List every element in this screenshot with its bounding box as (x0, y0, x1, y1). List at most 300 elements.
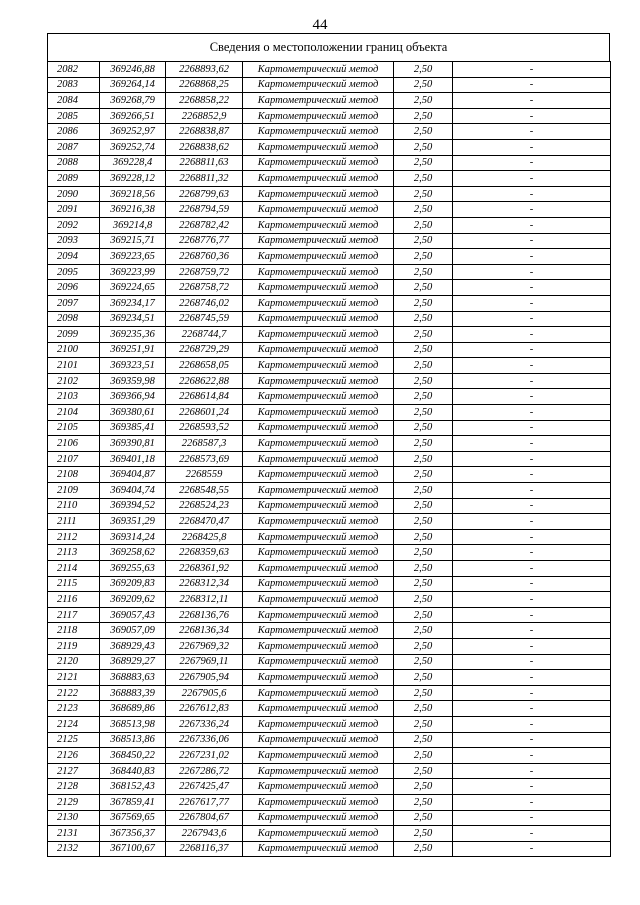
cell-coord-y: 2268868,25 (166, 77, 243, 93)
cell-method: Картометрический метод (243, 685, 394, 701)
cell-method: Картометрический метод (243, 155, 394, 171)
table-row (48, 826, 611, 842)
cell-coord-x: 369057,43 (100, 607, 166, 623)
cell-method: Картометрический метод (243, 202, 394, 218)
cell-description: - (453, 405, 611, 421)
cell-description: - (453, 592, 611, 608)
cell-point-number: 2096 (48, 280, 100, 296)
cell-point-number: 2090 (48, 186, 100, 202)
cell-description: - (453, 810, 611, 826)
cell-accuracy: 2,50 (394, 467, 453, 483)
cell-method: Картометрический метод (243, 498, 394, 514)
cell-description: - (453, 841, 611, 857)
cell-coord-x: 369235,36 (100, 327, 166, 343)
table-row (48, 342, 611, 358)
cell-point-number: 2089 (48, 171, 100, 187)
cell-accuracy: 2,50 (394, 311, 453, 327)
cell-method: Картометрический метод (243, 280, 394, 296)
cell-coord-y: 2268758,72 (166, 280, 243, 296)
cell-method: Картометрический метод (243, 638, 394, 654)
cell-description: - (453, 685, 611, 701)
cell-method: Картометрический метод (243, 810, 394, 826)
cell-coord-x: 369366,94 (100, 389, 166, 405)
cell-point-number: 2122 (48, 685, 100, 701)
cell-method: Картометрический метод (243, 763, 394, 779)
cell-method: Картометрический метод (243, 327, 394, 343)
cell-point-number: 2091 (48, 202, 100, 218)
table-row (48, 810, 611, 826)
cell-description: - (453, 155, 611, 171)
cell-point-number: 2084 (48, 93, 100, 109)
cell-method: Картометрический метод (243, 483, 394, 499)
cell-method: Картометрический метод (243, 217, 394, 233)
table-row (48, 217, 611, 233)
cell-coord-x: 368513,98 (100, 716, 166, 732)
cell-method: Картометрический метод (243, 623, 394, 639)
cell-description: - (453, 108, 611, 124)
cell-point-number: 2123 (48, 701, 100, 717)
cell-accuracy: 2,50 (394, 561, 453, 577)
cell-coord-y: 2267336,24 (166, 716, 243, 732)
cell-point-number: 2103 (48, 389, 100, 405)
cell-method: Картометрический метод (243, 373, 394, 389)
cell-point-number: 2087 (48, 139, 100, 155)
cell-point-number: 2129 (48, 794, 100, 810)
table-row (48, 592, 611, 608)
cell-coord-x: 367569,65 (100, 810, 166, 826)
cell-coord-x: 369216,38 (100, 202, 166, 218)
cell-coord-y: 2268838,62 (166, 139, 243, 155)
table-row (48, 841, 611, 857)
cell-description: - (453, 763, 611, 779)
cell-description: - (453, 545, 611, 561)
cell-coord-x: 369223,65 (100, 249, 166, 265)
table-row (48, 794, 611, 810)
table-row (48, 295, 611, 311)
cell-method: Картометрический метод (243, 420, 394, 436)
cell-point-number: 2101 (48, 358, 100, 374)
table-row (48, 716, 611, 732)
cell-method: Картометрический метод (243, 467, 394, 483)
cell-point-number: 2102 (48, 373, 100, 389)
cell-coord-x: 369252,74 (100, 139, 166, 155)
cell-coord-y: 2268312,34 (166, 576, 243, 592)
cell-coord-y: 2267905,6 (166, 685, 243, 701)
cell-accuracy: 2,50 (394, 763, 453, 779)
cell-description: - (453, 373, 611, 389)
cell-method: Картометрический метод (243, 93, 394, 109)
cell-coord-y: 2268811,32 (166, 171, 243, 187)
cell-point-number: 2095 (48, 264, 100, 280)
cell-accuracy: 2,50 (394, 623, 453, 639)
cell-point-number: 2093 (48, 233, 100, 249)
cell-description: - (453, 623, 611, 639)
cell-point-number: 2127 (48, 763, 100, 779)
cell-description: - (453, 451, 611, 467)
cell-method: Картометрический метод (243, 295, 394, 311)
table-row (48, 77, 611, 93)
cell-point-number: 2121 (48, 670, 100, 686)
table-row (48, 732, 611, 748)
cell-coord-x: 369266,51 (100, 108, 166, 124)
cell-description: - (453, 233, 611, 249)
table-title: Сведения о местоположении границ объекта (47, 33, 610, 61)
cell-description: - (453, 529, 611, 545)
cell-point-number: 2128 (48, 779, 100, 795)
cell-method: Картометрический метод (243, 592, 394, 608)
cell-coord-y: 2268524,23 (166, 498, 243, 514)
cell-point-number: 2097 (48, 295, 100, 311)
cell-method: Картометрический метод (243, 405, 394, 421)
cell-accuracy: 2,50 (394, 638, 453, 654)
cell-coord-x: 369268,79 (100, 93, 166, 109)
cell-description: - (453, 217, 611, 233)
cell-description: - (453, 576, 611, 592)
table-row (48, 420, 611, 436)
cell-coord-y: 2268425,8 (166, 529, 243, 545)
cell-description: - (453, 514, 611, 530)
cell-description: - (453, 638, 611, 654)
cell-coord-y: 2268559 (166, 467, 243, 483)
cell-coord-y: 2268794,59 (166, 202, 243, 218)
cell-method: Картометрический метод (243, 779, 394, 795)
cell-accuracy: 2,50 (394, 202, 453, 218)
cell-description: - (453, 249, 611, 265)
cell-point-number: 2126 (48, 748, 100, 764)
cell-coord-y: 2268759,72 (166, 264, 243, 280)
cell-description: - (453, 607, 611, 623)
cell-coord-x: 369214,8 (100, 217, 166, 233)
cell-coord-y: 2268573,69 (166, 451, 243, 467)
cell-coord-y: 2268858,22 (166, 93, 243, 109)
cell-description: - (453, 389, 611, 405)
cell-coord-y: 2268658,05 (166, 358, 243, 374)
cell-method: Картометрический метод (243, 124, 394, 140)
cell-accuracy: 2,50 (394, 685, 453, 701)
table-row (48, 483, 611, 499)
cell-point-number: 2082 (48, 62, 100, 78)
cell-point-number: 2106 (48, 436, 100, 452)
cell-point-number: 2131 (48, 826, 100, 842)
cell-accuracy: 2,50 (394, 327, 453, 343)
cell-coord-x: 369209,83 (100, 576, 166, 592)
cell-accuracy: 2,50 (394, 514, 453, 530)
cell-coord-y: 2268601,24 (166, 405, 243, 421)
cell-description: - (453, 93, 611, 109)
cell-description: - (453, 280, 611, 296)
cell-coord-x: 369380,61 (100, 405, 166, 421)
coordinates-table-body (48, 62, 611, 857)
cell-point-number: 2092 (48, 217, 100, 233)
cell-point-number: 2119 (48, 638, 100, 654)
cell-description: - (453, 186, 611, 202)
cell-method: Картометрический метод (243, 670, 394, 686)
cell-accuracy: 2,50 (394, 124, 453, 140)
cell-coord-y: 2267804,67 (166, 810, 243, 826)
table-row (48, 327, 611, 343)
cell-method: Картометрический метод (243, 654, 394, 670)
cell-accuracy: 2,50 (394, 139, 453, 155)
cell-description: - (453, 124, 611, 140)
cell-coord-x: 369351,29 (100, 514, 166, 530)
cell-coord-y: 2268359,63 (166, 545, 243, 561)
cell-coord-x: 369218,56 (100, 186, 166, 202)
cell-coord-x: 369215,71 (100, 233, 166, 249)
cell-coord-x: 368513,86 (100, 732, 166, 748)
cell-accuracy: 2,50 (394, 249, 453, 265)
cell-point-number: 2110 (48, 498, 100, 514)
table-row (48, 451, 611, 467)
cell-coord-y: 2268745,59 (166, 311, 243, 327)
cell-method: Картометрический метод (243, 841, 394, 857)
cell-description: - (453, 62, 611, 78)
cell-coord-y: 2268470,47 (166, 514, 243, 530)
cell-accuracy: 2,50 (394, 607, 453, 623)
cell-description: - (453, 654, 611, 670)
cell-coord-y: 2268622,88 (166, 373, 243, 389)
cell-point-number: 2104 (48, 405, 100, 421)
table-row (48, 93, 611, 109)
cell-coord-x: 369251,91 (100, 342, 166, 358)
table-row (48, 233, 611, 249)
table-row (48, 186, 611, 202)
cell-point-number: 2132 (48, 841, 100, 857)
cell-method: Картометрический метод (243, 451, 394, 467)
table-row (48, 171, 611, 187)
cell-coord-x: 367356,37 (100, 826, 166, 842)
cell-description: - (453, 420, 611, 436)
cell-description: - (453, 779, 611, 795)
cell-point-number: 2086 (48, 124, 100, 140)
cell-method: Картометрический метод (243, 732, 394, 748)
cell-description: - (453, 732, 611, 748)
cell-coord-y: 2268893,62 (166, 62, 243, 78)
cell-method: Картометрический метод (243, 171, 394, 187)
cell-method: Картометрический метод (243, 108, 394, 124)
cell-coord-x: 367100,67 (100, 841, 166, 857)
cell-coord-y: 2268729,29 (166, 342, 243, 358)
cell-method: Картометрический метод (243, 794, 394, 810)
cell-accuracy: 2,50 (394, 794, 453, 810)
cell-coord-x: 369359,98 (100, 373, 166, 389)
cell-point-number: 2116 (48, 592, 100, 608)
cell-description: - (453, 327, 611, 343)
cell-coord-x: 369228,4 (100, 155, 166, 171)
cell-coord-y: 2268744,7 (166, 327, 243, 343)
cell-accuracy: 2,50 (394, 826, 453, 842)
cell-accuracy: 2,50 (394, 233, 453, 249)
cell-point-number: 2114 (48, 561, 100, 577)
cell-accuracy: 2,50 (394, 217, 453, 233)
cell-point-number: 2113 (48, 545, 100, 561)
cell-point-number: 2112 (48, 529, 100, 545)
cell-accuracy: 2,50 (394, 108, 453, 124)
cell-point-number: 2109 (48, 483, 100, 499)
cell-method: Картометрический метод (243, 607, 394, 623)
cell-coord-x: 369234,17 (100, 295, 166, 311)
cell-description: - (453, 358, 611, 374)
cell-description: - (453, 295, 611, 311)
cell-accuracy: 2,50 (394, 451, 453, 467)
cell-accuracy: 2,50 (394, 498, 453, 514)
cell-coord-y: 2267231,02 (166, 748, 243, 764)
cell-description: - (453, 794, 611, 810)
table-row (48, 607, 611, 623)
cell-point-number: 2083 (48, 77, 100, 93)
table-row (48, 373, 611, 389)
table-row (48, 155, 611, 171)
cell-accuracy: 2,50 (394, 264, 453, 280)
cell-method: Картометрический метод (243, 716, 394, 732)
cell-method: Картометрический метод (243, 358, 394, 374)
cell-method: Картометрический метод (243, 561, 394, 577)
cell-coord-x: 368440,83 (100, 763, 166, 779)
cell-method: Картометрический метод (243, 545, 394, 561)
table-row (48, 514, 611, 530)
cell-accuracy: 2,50 (394, 545, 453, 561)
table-row (48, 249, 611, 265)
cell-point-number: 2118 (48, 623, 100, 639)
cell-coord-x: 369228,12 (100, 171, 166, 187)
cell-point-number: 2117 (48, 607, 100, 623)
cell-coord-y: 2268116,37 (166, 841, 243, 857)
cell-coord-x: 367859,41 (100, 794, 166, 810)
cell-method: Картометрический метод (243, 389, 394, 405)
cell-coord-x: 369223,99 (100, 264, 166, 280)
cell-coord-y: 2268136,76 (166, 607, 243, 623)
coordinates-table (47, 61, 611, 857)
table-row (48, 280, 611, 296)
cell-description: - (453, 342, 611, 358)
cell-coord-y: 2268782,42 (166, 217, 243, 233)
cell-coord-x: 368152,43 (100, 779, 166, 795)
table-row (48, 654, 611, 670)
cell-coord-y: 2268614,84 (166, 389, 243, 405)
table-row (48, 529, 611, 545)
cell-accuracy: 2,50 (394, 420, 453, 436)
cell-accuracy: 2,50 (394, 810, 453, 826)
cell-accuracy: 2,50 (394, 436, 453, 452)
cell-accuracy: 2,50 (394, 280, 453, 296)
table-row (48, 436, 611, 452)
cell-accuracy: 2,50 (394, 358, 453, 374)
cell-coord-y: 2267612,83 (166, 701, 243, 717)
cell-description: - (453, 171, 611, 187)
cell-method: Картометрический метод (243, 77, 394, 93)
cell-accuracy: 2,50 (394, 779, 453, 795)
cell-coord-x: 369246,88 (100, 62, 166, 78)
cell-coord-x: 368929,27 (100, 654, 166, 670)
cell-point-number: 2115 (48, 576, 100, 592)
table-row (48, 576, 611, 592)
cell-method: Картометрический метод (243, 233, 394, 249)
cell-description: - (453, 139, 611, 155)
table-row (48, 545, 611, 561)
cell-method: Картометрический метод (243, 249, 394, 265)
cell-accuracy: 2,50 (394, 77, 453, 93)
cell-accuracy: 2,50 (394, 592, 453, 608)
cell-description: - (453, 498, 611, 514)
table-row (48, 623, 611, 639)
cell-method: Картометрический метод (243, 701, 394, 717)
cell-accuracy: 2,50 (394, 670, 453, 686)
cell-coord-y: 2268136,34 (166, 623, 243, 639)
cell-coord-y: 2267969,11 (166, 654, 243, 670)
cell-coord-y: 2267336,06 (166, 732, 243, 748)
cell-point-number: 2111 (48, 514, 100, 530)
cell-point-number: 2107 (48, 451, 100, 467)
cell-description: - (453, 436, 611, 452)
table-row (48, 670, 611, 686)
cell-coord-y: 2268776,77 (166, 233, 243, 249)
cell-coord-y: 2268760,36 (166, 249, 243, 265)
cell-method: Картометрический метод (243, 342, 394, 358)
cell-coord-x: 368450,22 (100, 748, 166, 764)
cell-description: - (453, 716, 611, 732)
table-row (48, 701, 611, 717)
cell-coord-x: 369057,09 (100, 623, 166, 639)
cell-method: Картометрический метод (243, 529, 394, 545)
cell-coord-x: 369258,62 (100, 545, 166, 561)
table-row (48, 108, 611, 124)
cell-coord-y: 2268799,63 (166, 186, 243, 202)
cell-description: - (453, 826, 611, 842)
table-row (48, 264, 611, 280)
cell-coord-y: 2267286,72 (166, 763, 243, 779)
cell-point-number: 2108 (48, 467, 100, 483)
cell-accuracy: 2,50 (394, 155, 453, 171)
table-row (48, 405, 611, 421)
cell-description: - (453, 202, 611, 218)
table-row (48, 311, 611, 327)
table-row (48, 763, 611, 779)
cell-point-number: 2105 (48, 420, 100, 436)
cell-method: Картометрический метод (243, 62, 394, 78)
cell-coord-y: 2268811,63 (166, 155, 243, 171)
cell-description: - (453, 483, 611, 499)
cell-accuracy: 2,50 (394, 576, 453, 592)
cell-coord-x: 369404,74 (100, 483, 166, 499)
cell-coord-y: 2268548,55 (166, 483, 243, 499)
cell-accuracy: 2,50 (394, 295, 453, 311)
cell-coord-x: 369314,24 (100, 529, 166, 545)
cell-point-number: 2098 (48, 311, 100, 327)
cell-coord-x: 369264,14 (100, 77, 166, 93)
cell-coord-x: 369323,51 (100, 358, 166, 374)
cell-description: - (453, 264, 611, 280)
cell-coord-y: 2268593,52 (166, 420, 243, 436)
cell-accuracy: 2,50 (394, 186, 453, 202)
cell-coord-x: 369385,41 (100, 420, 166, 436)
cell-method: Картометрический метод (243, 186, 394, 202)
cell-accuracy: 2,50 (394, 483, 453, 499)
cell-coord-y: 2268587,3 (166, 436, 243, 452)
cell-point-number: 2125 (48, 732, 100, 748)
cell-coord-x: 369209,62 (100, 592, 166, 608)
cell-accuracy: 2,50 (394, 748, 453, 764)
cell-description: - (453, 311, 611, 327)
cell-accuracy: 2,50 (394, 405, 453, 421)
cell-accuracy: 2,50 (394, 342, 453, 358)
cell-method: Картометрический метод (243, 514, 394, 530)
cell-accuracy: 2,50 (394, 716, 453, 732)
cell-method: Картометрический метод (243, 264, 394, 280)
cell-coord-y: 2267969,32 (166, 638, 243, 654)
table-row (48, 124, 611, 140)
cell-point-number: 2100 (48, 342, 100, 358)
cell-coord-x: 369404,87 (100, 467, 166, 483)
cell-coord-x: 369252,97 (100, 124, 166, 140)
